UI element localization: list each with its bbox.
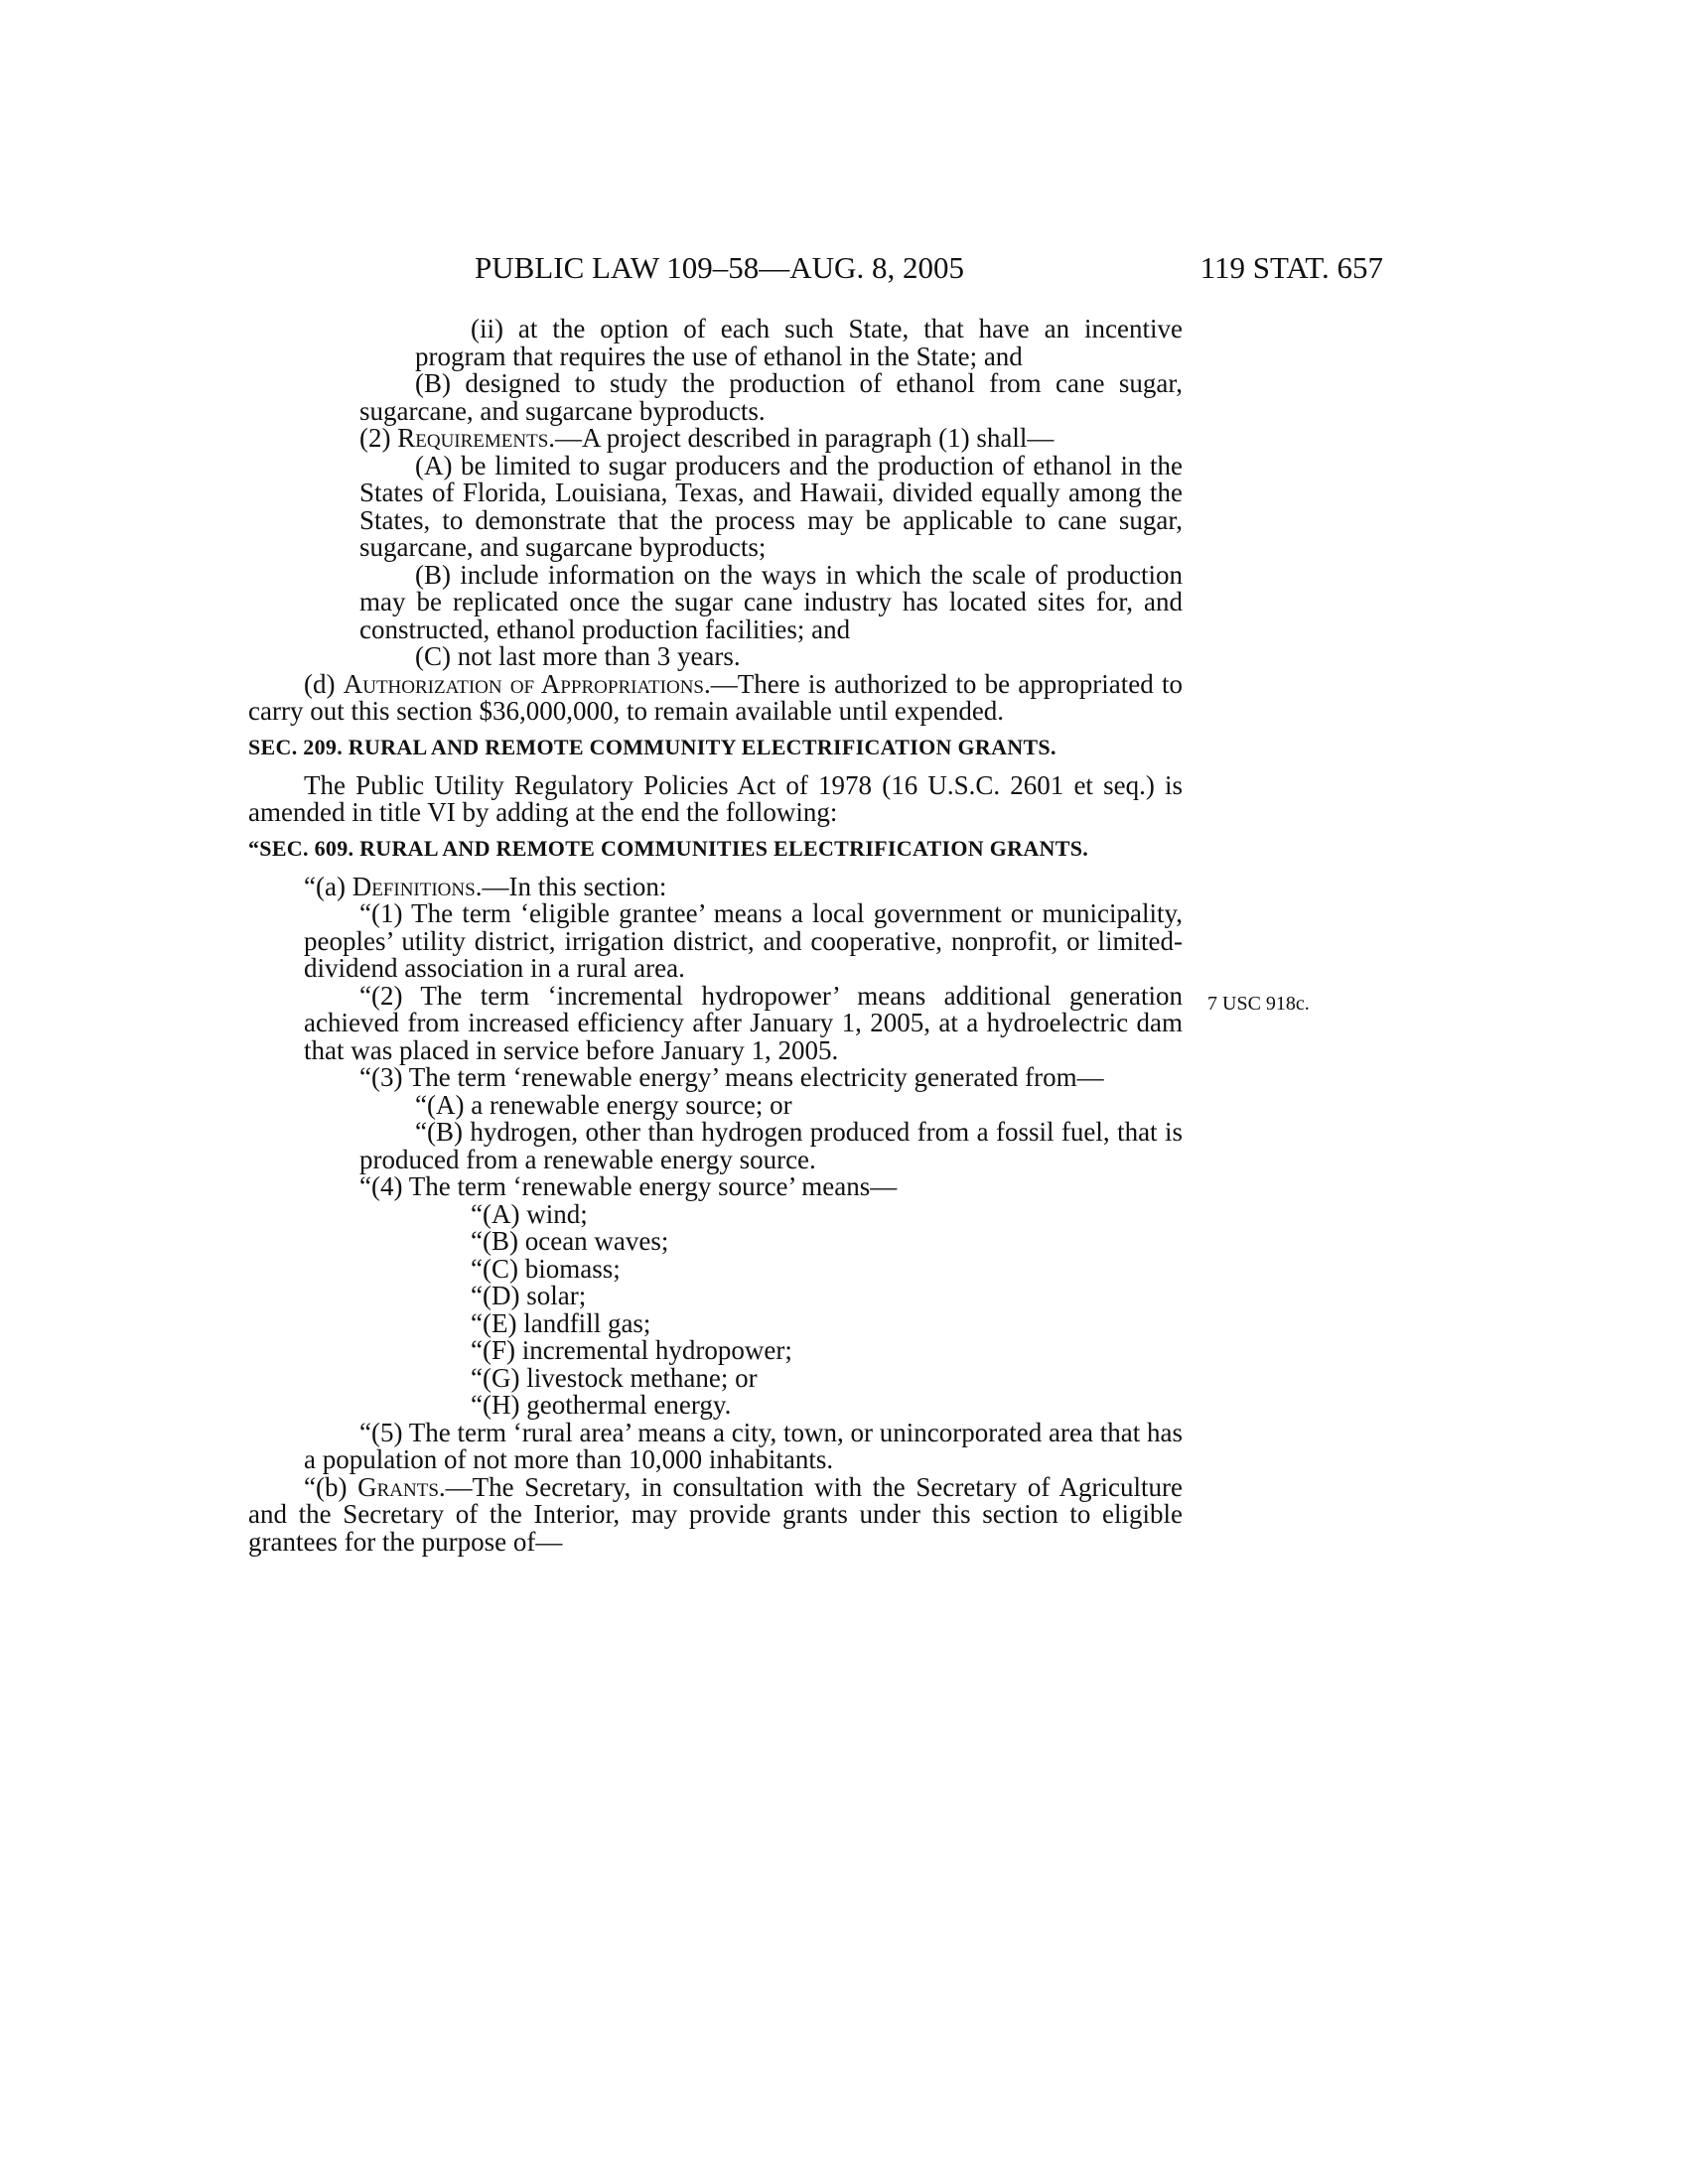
paragraph: (B) designed to study the production of ethanol from cane sugar, sugarcane, and sugarcane byproducts. (359, 368, 1183, 426)
section-209-title: SEC. 209. RURAL AND REMOTE COMMUNITY ELECTRIFICATION GRANTS. (248, 734, 1056, 759)
list-item: “(G) livestock methane; or (471, 1362, 758, 1393)
list-item: “(B) ocean waves; (471, 1226, 669, 1256)
paragraph-grants: “(b) Grants.—The Secretary, in consultation with the Secretary of Agriculture and the Secretary of the Interior, may provide grants under this section to eligible grantees for the purpose of— (248, 1471, 1183, 1557)
paragraph: “(4) The term ‘renewable energy source’ means— (359, 1171, 898, 1201)
section-heading: Requirements (397, 423, 549, 453)
paragraph: (C) not last more than 3 years. (415, 641, 741, 671)
list-item: “(A) wind; (471, 1198, 588, 1229)
list-item: “(H) geothermal energy. (471, 1390, 732, 1420)
paragraph: (A) be limited to sugar producers and the production of ethanol in the States of Florida, Louisiana, Texas, and Hawaii, divided equally among the States, to demonstrate that the process may be applicable to cane sugar, sugarcane, and sugarcane byproducts; (359, 450, 1183, 562)
list-item: “(C) biomass; (471, 1253, 621, 1284)
list-item: “(F) incremental hydropower; (471, 1335, 792, 1365)
paragraph: “(5) The term ‘rural area’ means a city, town, or unincorporated area that has a population of not more than 10,000 inhabitants. (304, 1417, 1183, 1474)
page-header (304, 250, 1383, 290)
document-body (248, 314, 1183, 1557)
paragraph: “(A) a renewable energy source; or (415, 1089, 792, 1120)
law-citation: PUBLIC LAW 109–58—AUG. 8, 2005 (475, 250, 964, 285)
margin-citation: 7 USC 918c. (1207, 993, 1310, 1015)
paragraph-requirements: (2) Requirements.—A project described in paragraph (1) shall— (359, 423, 1055, 453)
paragraph: “(B) hydrogen, other than hydrogen produced from a fossil fuel, that is produced from a renewable energy source. (359, 1117, 1183, 1174)
paragraph: “(1) The term ‘eligible grantee’ means a local government or municipality, peoples’ utility district, irrigation district, and cooperative, nonprofit, or limited-dividend association in a rural area. (304, 898, 1183, 983)
statute-page-number: 119 STAT. 657 (1199, 250, 1383, 285)
list-item: “(D) solar; (471, 1281, 587, 1310)
paragraph-appropriations: (d) Authorization of Appropriations.—There is authorized to be appropriated to carry out this section $36,000,000, to remain available until expended. (248, 668, 1183, 726)
paragraph: “(2) The term ‘incremental hydropower’ means additional generation achieved from increased efficiency after January 1, 2005, at a hydroelectric dam that was placed in service before January 1, 2005. (304, 980, 1183, 1065)
list-item: “(E) landfill gas; (471, 1307, 651, 1338)
section-heading: Authorization of Appropriations (343, 668, 704, 699)
paragraph-definitions: “(a) Definitions.—In this section: (304, 871, 667, 901)
paragraph: (B) include information on the ways in which the scale of production may be replicated once the sugar cane industry has located sites for, and constructed, ethanol production facilities; and (359, 559, 1183, 644)
paragraph: (ii) at the option of each such State, that have an incentive program that requires the use of ethanol in the State; and (415, 314, 1183, 371)
paragraph: “(3) The term ‘renewable energy’ means electricity generated from— (359, 1062, 1104, 1092)
section-heading: Grants (357, 1471, 439, 1502)
paragraph: The Public Utility Regulatory Policies Act of 1978 (16 U.S.C. 2601 et seq.) is amended in title VI by adding at the end the following: (248, 769, 1183, 827)
section-heading: Definitions (352, 871, 476, 901)
section-609-title: “SEC. 609. RURAL AND REMOTE COMMUNITIES ELECTRIFICATION GRANTS. (248, 835, 1089, 861)
